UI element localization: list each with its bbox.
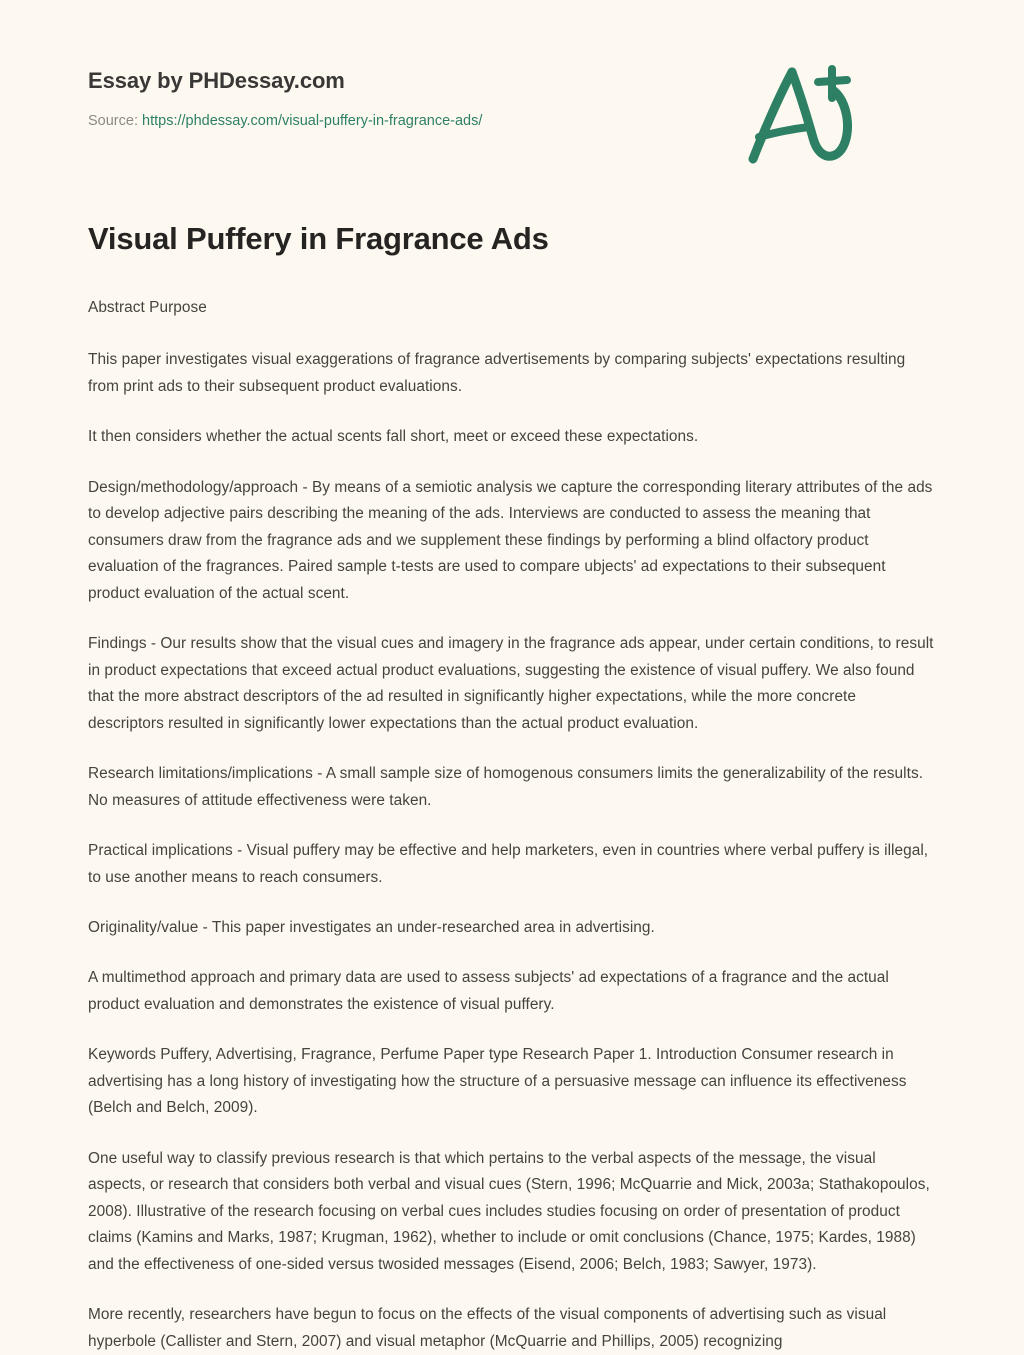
aplus-logo-icon: [740, 58, 858, 166]
paragraph: A multimethod approach and primary data are used to assess subjects' ad expectations of a fragrance and the actual product evaluation and demonstrates the existence of visual puffery.: [88, 969, 889, 1013]
paragraph: It then considers whether the actual scents fall short, meet or exceed these expectations.: [88, 428, 699, 446]
paragraph: This paper investigates visual exaggerations of fragrance advertisements by comparing subjects' expectations resulting from print ads to their subsequent product evaluations.: [88, 351, 906, 395]
paragraph: Design/methodology/approach - By means of a semiotic analysis we capture the corresponding literary attributes of the ads to develop adjective pairs describing the meaning of the ads. Interviews are conducted to assess the meaning that consumers draw from the fragrance ads and we supplement these findings by performing a blind olfactory product evaluation of the fragrances. Paired sample t-tests are used to compare ubjects' ad expectations to their subsequent product evaluation of the actual scent.: [88, 478, 933, 602]
source-url-link[interactable]: https://phdessay.com/visual-puffery-in-fragrance-ads/: [142, 113, 483, 130]
paragraph: Research limitations/implications - A small sample size of homogenous consumers limits the generalizability of the results. No measures of attitude effectiveness were taken.: [88, 765, 924, 809]
page-header: [88, 0, 936, 130]
paragraph: More recently, researchers have begun to focus on the effects of the visual components of advertising such as visual hyperbole (Callister and Stern, 2007) and visual metaphor (McQuarrie and Phillips, 2005) recognizing: [88, 1306, 887, 1350]
paragraph: Keywords Puffery, Advertising, Fragrance, Perfume Paper type Research Paper 1. Introduction Consumer research in advertising has a long history of investigating how the structure of a persuasive message can influence its effectiveness (Belch and Belch, 2009).: [88, 1046, 907, 1117]
paragraph: Findings - Our results show that the visual cues and imagery in the fragrance ads appear, under certain conditions, to result in product expectations that exceed actual product evaluations, suggesting the existence of visual puffery. We also found that the more abstract descriptors of the ad resulted in significantly higher expectations, while the more concrete descriptors resulted in significantly lower expectations than the actual product evaluation.: [88, 635, 934, 732]
page-title: Visual Puffery in Fragrance Ads: [88, 221, 549, 256]
source-label: Source:: [88, 113, 138, 130]
article-body: [88, 295, 936, 1355]
paragraph: Abstract Purpose: [88, 298, 207, 316]
brand-title: Essay by PHDessay.com: [88, 68, 345, 93]
paragraph: One useful way to classify previous research is that which pertains to the verbal aspects of the message, the visual aspects, or research that considers both verbal and visual cues (Stern, 1996; McQuarrie and Mick, 2003a; Stathakopoulos, 2008). Illustrative of the research focusing on verbal cues includes studies focusing on order of presentation of product claims (Kamins and Marks, 1987; Krugman, 1962), whether to include or omit conclusions (Chance, 1975; Kardes, 1988) and the effectiveness of one-sided versus twosided messages (Eisend, 2006; Belch, 1983; Sawyer, 1973).: [88, 1149, 930, 1273]
paragraph: Practical implications - Visual puffery may be effective and help marketers, even in countries where verbal puffery is illegal, to use another means to reach consumers.: [88, 842, 929, 886]
paragraph: Originality/value - This paper investigates an under-researched area in advertising.: [88, 918, 655, 936]
